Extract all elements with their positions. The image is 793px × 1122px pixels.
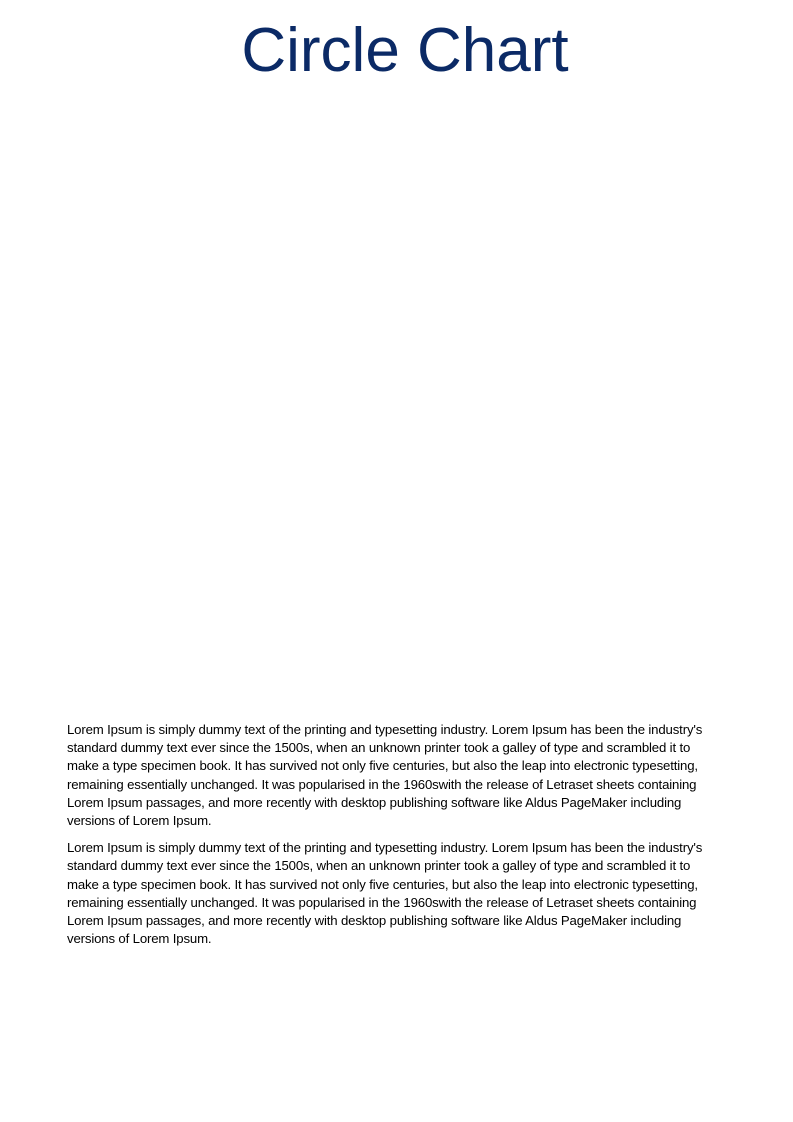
paragraph: Lorem Ipsum is simply dummy text of the printing and typesetting industry. Lorem Ipsum has been the industry's standard dummy text ever since the 1500s, when an unknown printer took a galley of type and scrambled it to make a type specimen book. It has survived not only five centuries, but also the leap into electronic typesetting, remaining essentially unchanged. It was popularised in the 1960swith the release of Letraset sheets containing Lorem Ipsum passages, and more recently with desktop publishing software like Aldus PageMaker including versions of Lorem Ipsum. [67,722,703,829]
chart-area [67,110,727,700]
body-text [67,721,723,957]
page-title: Circle Chart [241,16,569,85]
paragraph: Lorem Ipsum is simply dummy text of the printing and typesetting industry. Lorem Ipsum has been the industry's standard dummy text ever since the 1500s, when an unknown printer took a galley of type and scrambled it to make a type specimen book. It has survived not only five centuries, but also the leap into electronic typesetting, remaining essentially unchanged. It was popularised in the 1960swith the release of Letraset sheets containing Lorem Ipsum passages, and more recently with desktop publishing software like Aldus PageMaker including versions of Lorem Ipsum. [67,840,703,947]
